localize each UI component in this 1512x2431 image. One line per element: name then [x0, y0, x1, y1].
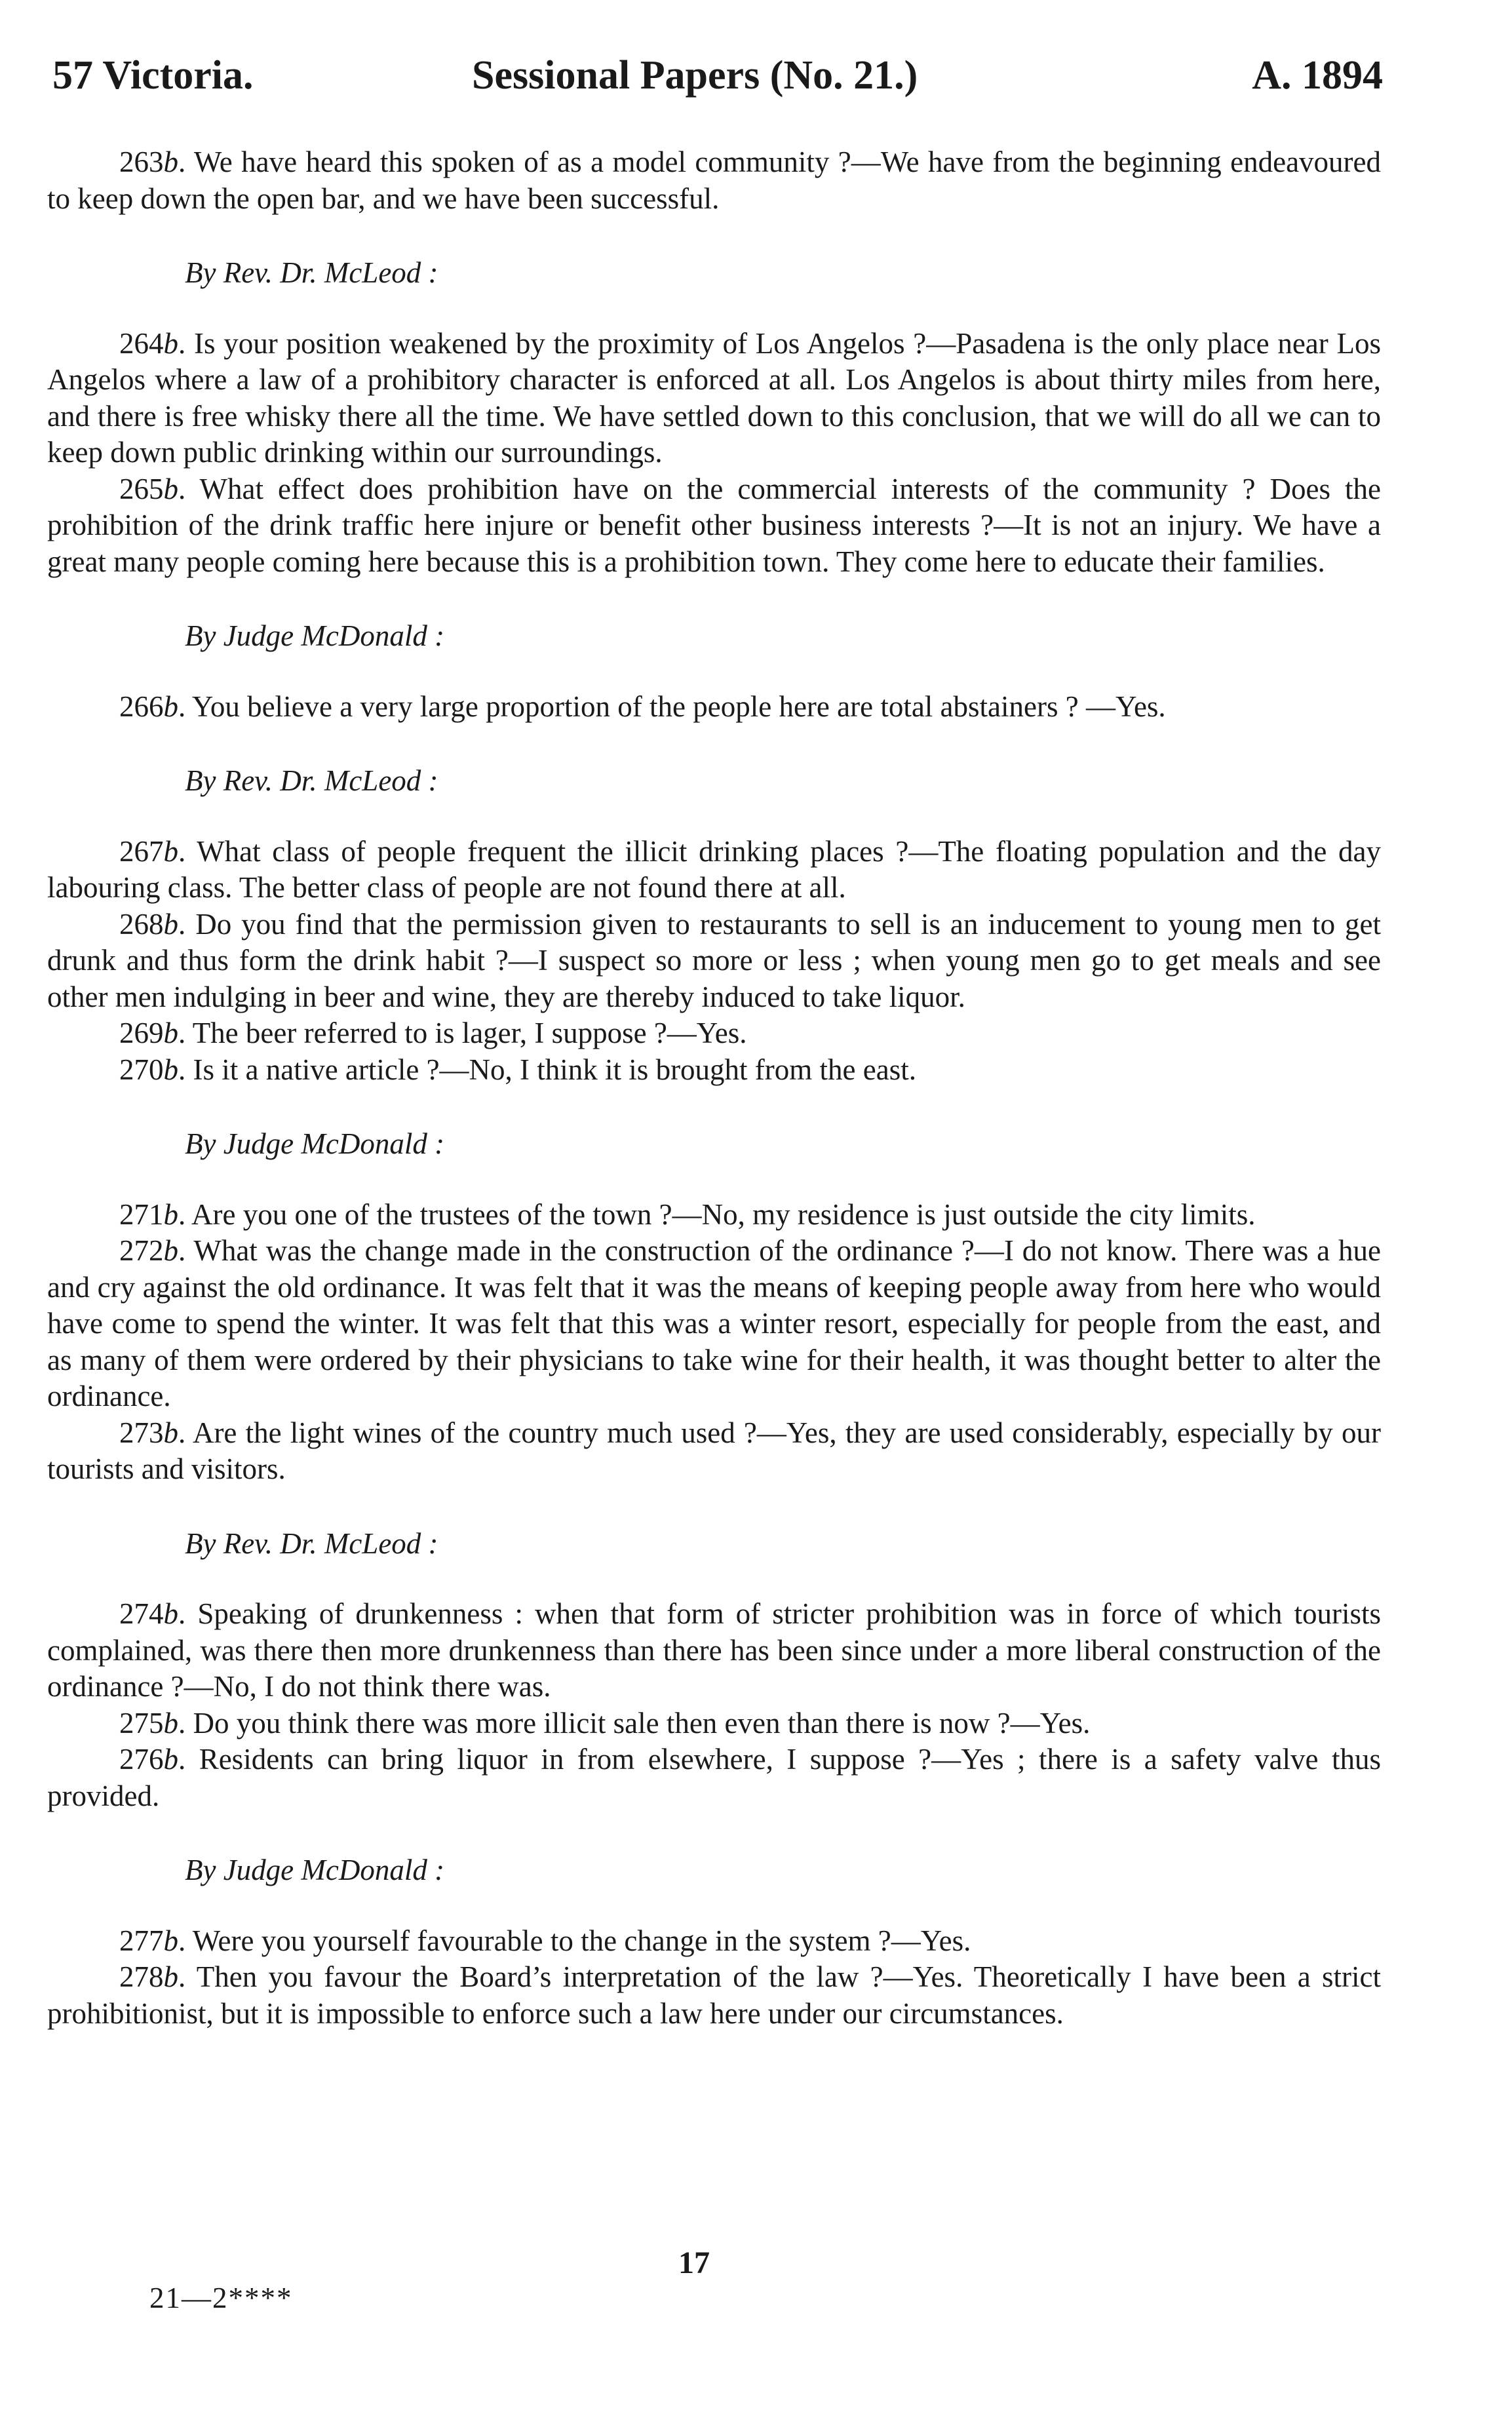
question-text: What was the change made in the construction of the ordinance ?—I do not know. There was a hue and cry against the old ordinance. It was felt that it was the means of keeping people away from here who would have come to spend the winter. It was felt that this was a winter resort, especially for people from the east, and as many of them were ordered by their physicians to take wine for their health, it was thought better to alter the ordinance.: [47, 1234, 1381, 1412]
question-paragraph: [47, 1959, 1381, 2032]
speaker-heading: By Rev. Dr. McLeod :: [185, 256, 438, 289]
question-number: 273b.: [119, 1416, 193, 1449]
header-session: 57 Victoria.: [52, 53, 254, 98]
question-paragraph: [47, 906, 1381, 1016]
question-number: 266b.: [119, 690, 192, 723]
question-paragraph: [47, 1015, 1381, 1052]
question-text: Is your position weakened by the proximity of Los Angelos ?—Pasadena is the only place near Los Angelos where a law of a prohibitory character is enforced at all. Los Angelos is about thirty miles from here, and there is free whisky there all the time. We have settled down to this conclusion, that we will do all we can to keep down public drinking within our surroundings.: [47, 326, 1381, 469]
question-text: You believe a very large proportion of the people here are total abstainers ? —Yes.: [191, 690, 1166, 723]
question-paragraph: [47, 1415, 1381, 1488]
question-number: 269b.: [119, 1017, 193, 1049]
question-text: Do you find that the permission given to restaurants to sell is an inducement to young men to get drunk and thus form the drink habit ?—I suspect so more or less ; when young men go to get meals and see other men indulging in beer and wine, they are thereby induced to take liquor.: [47, 907, 1381, 1013]
question-text: Were you yourself favourable to the change in the system ?—Yes.: [192, 1924, 971, 1957]
question-text: Are you one of the trustees of the town ?—No, my residence is just outside the city limits.: [191, 1197, 1256, 1231]
question-paragraph: [47, 1233, 1381, 1415]
question-text: Then you favour the Board’s interpretation of the law ?—Yes. Theoretically I have been a strict prohibitionist, but it is impossible to enforce such a law here under our circumstances.: [47, 1960, 1381, 2030]
question-text: Residents can bring liquor in from elsewhere, I suppose ?—Yes ; there is a safety valve thus provided.: [47, 1743, 1381, 1812]
question-number: 270b.: [119, 1053, 193, 1086]
testimony-body: [47, 144, 1381, 2032]
question-paragraph: [47, 689, 1381, 726]
question-number: 277b.: [119, 1924, 193, 1957]
speaker-heading: By Judge McDonald :: [185, 619, 445, 652]
question-number: 278b.: [119, 1960, 197, 1993]
speaker-heading: By Judge McDonald :: [185, 1127, 445, 1160]
question-paragraph: [47, 471, 1381, 581]
question-paragraph: [47, 1052, 1381, 1089]
question-text: What class of people frequent the illicit drinking places ?—The floating population and the day labouring class. The better class of people are not found there at all.: [47, 834, 1382, 904]
question-number: 264b.: [119, 326, 194, 360]
question-paragraph: [47, 1923, 1381, 1960]
question-number: 265b.: [119, 472, 200, 505]
page-header: [52, 52, 1383, 125]
question-paragraph: [47, 1741, 1381, 1814]
question-number: 271b.: [119, 1197, 192, 1231]
question-number: 267b.: [119, 834, 197, 868]
question-number: 268b.: [119, 907, 196, 941]
question-number: 272b.: [119, 1234, 194, 1267]
speaker-heading: By Judge McDonald :: [185, 1854, 445, 1886]
question-text: Are the light wines of the country much used ?—Yes, they are used considerably, especially by our tourists and visitors.: [47, 1416, 1381, 1485]
question-paragraph: [47, 1197, 1381, 1234]
question-number: 263b.: [119, 146, 194, 178]
header-year: A. 1894: [1252, 53, 1383, 98]
question-paragraph: [47, 1596, 1381, 1705]
question-text: The beer referred to is lager, I suppose ?—Yes.: [192, 1017, 747, 1049]
question-paragraph: [47, 834, 1381, 906]
question-paragraph: [47, 1705, 1381, 1742]
page-number: 17: [678, 2246, 710, 2280]
header-title: Sessional Papers (No. 21.): [472, 53, 918, 98]
question-text: What effect does prohibition have on the commercial interests of the community ? Does the prohibition of the drink traffic here injure or benefit other business interests ?—It is not an injury. We have a great many people coming here because this is a prohibition town. They come here to educate their families.: [47, 472, 1381, 578]
question-text: Is it a native article ?—No, I think it is brought from the east.: [193, 1053, 916, 1086]
question-text: Do you think there was more illicit sale then even than there is now ?—Yes.: [193, 1706, 1091, 1740]
question-text: We have heard this spoken of as a model community ?—We have from the beginning endeavoured to keep down the open bar, and we have been successful.: [47, 146, 1382, 215]
speaker-heading: By Rev. Dr. McLeod :: [185, 1527, 438, 1560]
question-number: 276b.: [119, 1743, 199, 1776]
question-number: 275b.: [119, 1706, 193, 1740]
question-number: 274b.: [119, 1597, 198, 1630]
question-text: Speaking of drunkenness : when that form of stricter prohibition was in force of which tourists complained, was there then more drunkenness than there has been since under a more liberal construction of the ordinance ?—No, I do not think there was.: [47, 1597, 1382, 1703]
speaker-heading: By Rev. Dr. McLeod :: [185, 764, 438, 797]
printer-signature: 21—2****: [149, 2282, 293, 2314]
question-paragraph: [47, 326, 1381, 471]
question-paragraph: [47, 144, 1381, 217]
